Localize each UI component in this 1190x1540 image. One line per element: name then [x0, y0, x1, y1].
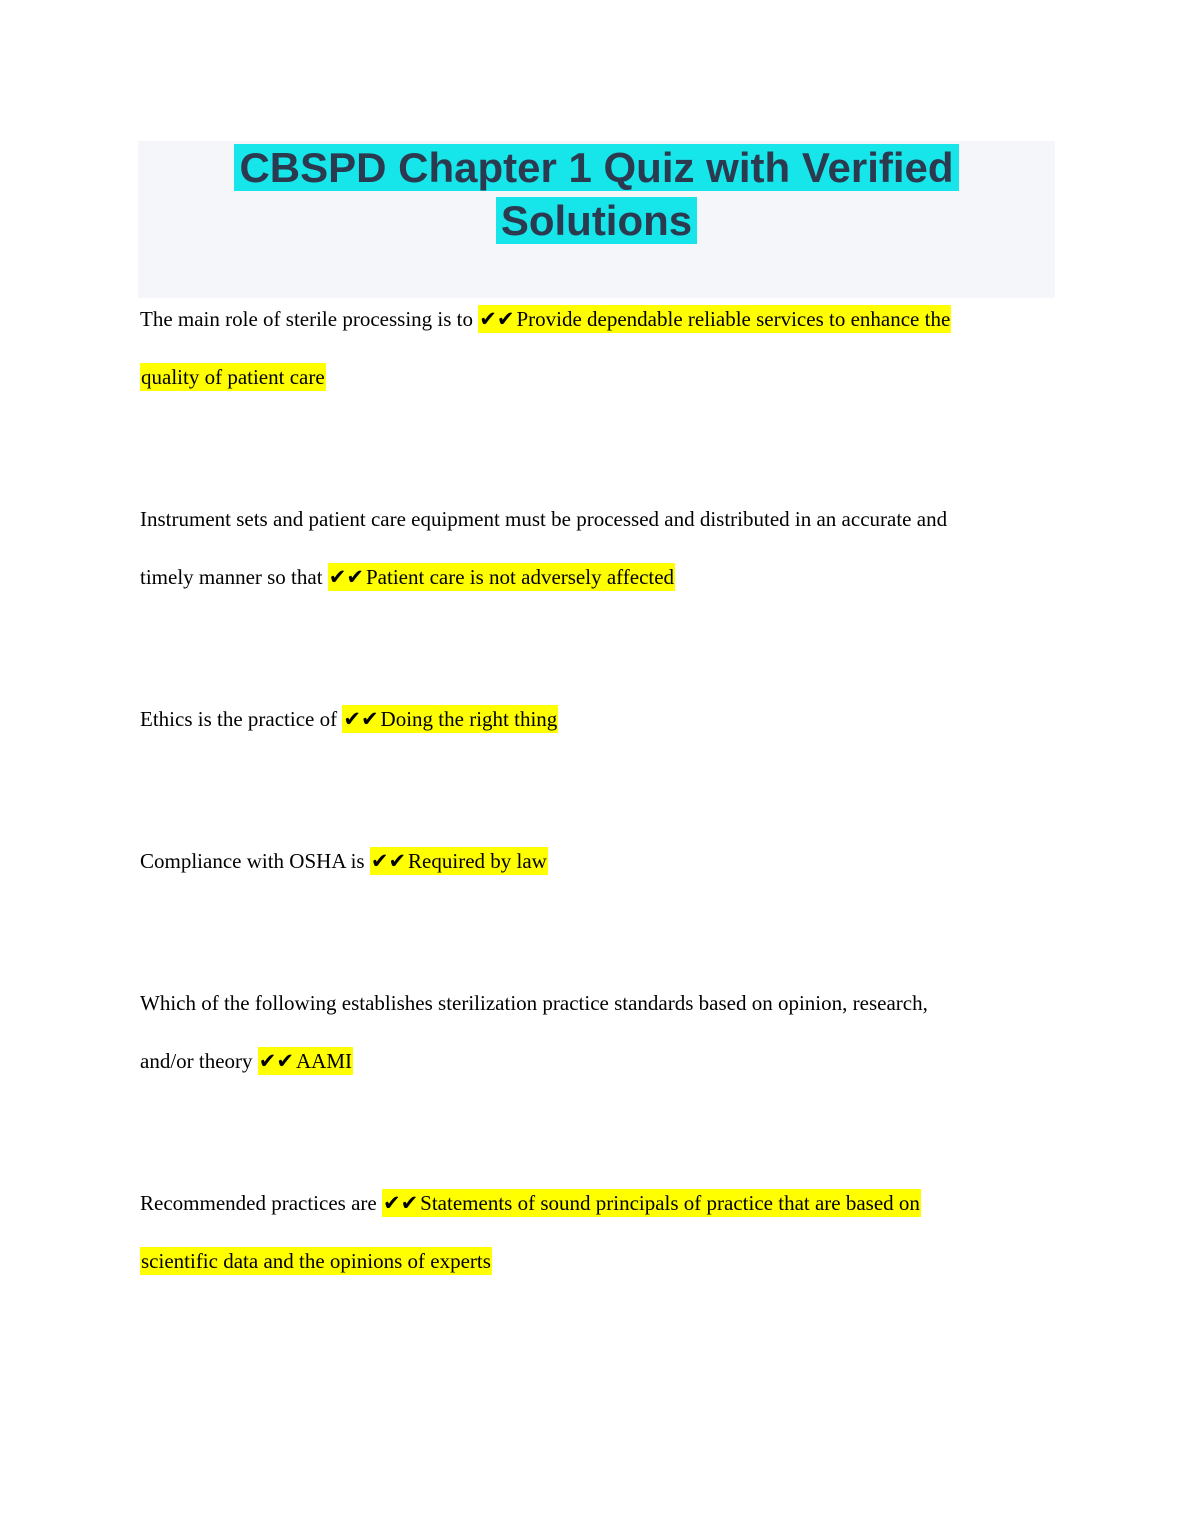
qa-paragraph	[140, 1174, 1040, 1290]
text-line	[140, 832, 1040, 890]
answer-text: Doing the right thing	[380, 707, 558, 731]
question-text: timely manner so that	[140, 565, 328, 589]
answer-text: Provide dependable reliable services to enhance the	[516, 307, 951, 331]
question-text: and/or theory	[140, 1049, 258, 1073]
checkmark-icon: ✔✔	[370, 849, 407, 873]
qa-paragraph	[140, 974, 1040, 1090]
answer-text: quality of patient care	[141, 365, 325, 389]
checkmark-icon: ✔✔	[258, 1049, 294, 1073]
answer-text: AAMI	[296, 1049, 352, 1073]
text-line	[140, 1174, 1040, 1232]
text-line	[140, 490, 1040, 548]
text-line	[140, 290, 1040, 348]
checkmark-icon: ✔✔	[382, 1191, 419, 1215]
checkmark-icon: ✔✔	[479, 307, 515, 331]
text-line	[140, 974, 1040, 1032]
text-line	[140, 548, 1040, 606]
document-body	[140, 290, 1040, 1374]
answer-text: Statements of sound principals of practice that are based on	[420, 1191, 920, 1215]
checkmark-icon: ✔✔	[343, 707, 379, 731]
question-text: Recommended practices are	[140, 1191, 382, 1215]
qa-paragraph	[140, 690, 1040, 748]
text-line	[140, 348, 1040, 406]
title-band	[138, 141, 1055, 298]
question-text: Instrument sets and patient care equipment must be processed and distributed in an accurate and	[140, 507, 948, 531]
page-title-text: CBSPD Chapter 1 Quiz with Verified Solutions	[234, 144, 958, 244]
answer-text: scientific data and the opinions of experts	[141, 1249, 491, 1273]
question-text: The main role of sterile processing is to	[140, 307, 479, 331]
qa-paragraph	[140, 490, 1040, 606]
text-line	[140, 690, 1040, 748]
qa-paragraph	[140, 290, 1040, 406]
page-title	[138, 141, 1055, 247]
question-text: Which of the following establishes sterilization practice standards based on opinion, research,	[140, 991, 928, 1015]
question-text: Compliance with OSHA is	[140, 849, 370, 873]
checkmark-icon: ✔✔	[328, 565, 364, 589]
question-text: Ethics is the practice of	[140, 707, 343, 731]
text-line	[140, 1032, 1040, 1090]
answer-text: Patient care is not adversely affected	[366, 565, 675, 589]
answer-text: Required by law	[408, 849, 547, 873]
qa-paragraph	[140, 832, 1040, 890]
text-line	[140, 1232, 1040, 1290]
